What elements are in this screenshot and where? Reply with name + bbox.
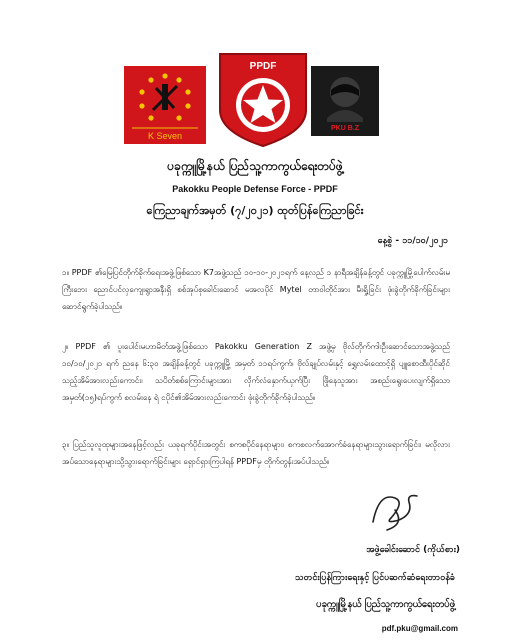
k-seven-caption: K Seven <box>147 131 183 141</box>
org-title-mm: ပခုက္ကူမြို့နယ် ပြည်သူ့ကာကွယ်ရေးတပ်ဖွဲ့ <box>167 159 343 173</box>
k-seven-logo <box>124 66 206 144</box>
paragraph-2: ၂။ PPDF ၏ ပူးပေါင်းမဟာမိတ်အဖွဲ့ဖြစ်သော Pakokku Generation Z အဖွဲ့မှ ဗိုလ်တိုက်ကါးဦးဆောင်သောအဖွဲ့သည် ၁၀/၁၀/၂၀၂၁ ရက် ညနေ ၆:၃၀ အချိန်ခန့်တွင် ပခုက္ကူမြို့ အမှတ် ၁၁ရပ်ကွက်၊ ဗိုလ်ချုပ်လမ်းနှင့် ရွှေလမ်းထောင့်ရှိ ပျူစောထီးပိုင်ဆိုင်သည့်အိမ်အားလည်းကောင်း၊ သပိတ်စစ်ကြောင်းများအား လိုက်လံနှောက်ယှက်ပြီး ဖြိုနေသူအား အစည်းရွေးပေးလျက်ရှိသော အမှတ်(၁၅)ရပ်ကွက် စလမ်းနေ ရဲ ငပိုင်၏အိမ်အားလည်းကောင်း ဖုံးခွဲတိုက်ခိုက်ခဲ့ပါသည်။ <box>62 342 450 402</box>
org-title-en: Pakokku People Defense Force - PPDF <box>172 184 338 194</box>
ppdf-shield-logo <box>218 52 308 148</box>
announcement-subtitle: ကြေညာချက်အမှတ် (၇/၂၀၂၁) ထုတ်ပြန်ကြေညာခြင်း <box>146 204 364 217</box>
signatory-organization: ပခုက္ကူမြို့နယ် ပြည်သူ့ကာကွယ်ရေးတပ်ဖွဲ့ <box>316 599 455 610</box>
date-line: နေ့စွဲ - ၁၁/၁၀/၂၀၂၁ <box>377 236 448 246</box>
ppdf-caption: PPDF <box>249 61 277 72</box>
pku-bz-logo <box>311 66 379 136</box>
contact-email[interactable]: pdf.pku@gmail.com <box>381 624 458 633</box>
signatory-name: အဖွဲ့ခေါင်းဆောင် (ကိုယ်စား) <box>366 545 460 555</box>
signatory-department: သတင်းပြန်ကြားရေးနှင့် ပြင်ပဆက်ဆံရေးတာဝန်ခံ <box>294 573 455 583</box>
handwritten-signature <box>365 484 425 534</box>
paragraph-3: ၃။ ပြည်သူလူထုများအနေဖြင့်လည်း ယခုရက်ပိုင်းအတွင်း စကစပိုင်နေရာများ၊ စကစလက်အောက်ခံနေရာများသွားရောက်ခြင်း၊ မလိုလားအပ်သောနေရာများသို့သွားရောက်ခြင်းများ ရှောင်ရှားကြပါရန် PPDFမှ တိုက်တွန်းအပ်ပါသည်။ <box>62 440 450 466</box>
logo-row <box>0 52 510 152</box>
pku-caption: PKU B.Z <box>331 125 359 132</box>
paragraph-1: ၁။ PPDF ၏မြေပြင်တိုက်ခိုက်ရေးအဖွဲ့ဖြစ်သော K7အဖွဲ့သည် ၁၀-၁၀-၂၀၂၁ရက် နေ့လည် ၁ နာရီအချိန်ခန့်တွင် ပခုက္ကူမြို့ပေါက်လမ်းမကြီးဘေး ညောင်ပင်လှကျေးရွာအနီးရှိ စစ်အုပ်စုခေါင်းဆောင် မအလပိုင် Mytel တာဝါတိုင်အား မီးရှို့ခြင်း ဖုံးခွဲတိုက်ခိုက်ခြင်းများဆောင်ရွက်ခဲ့ပါသည်။ <box>62 268 450 311</box>
